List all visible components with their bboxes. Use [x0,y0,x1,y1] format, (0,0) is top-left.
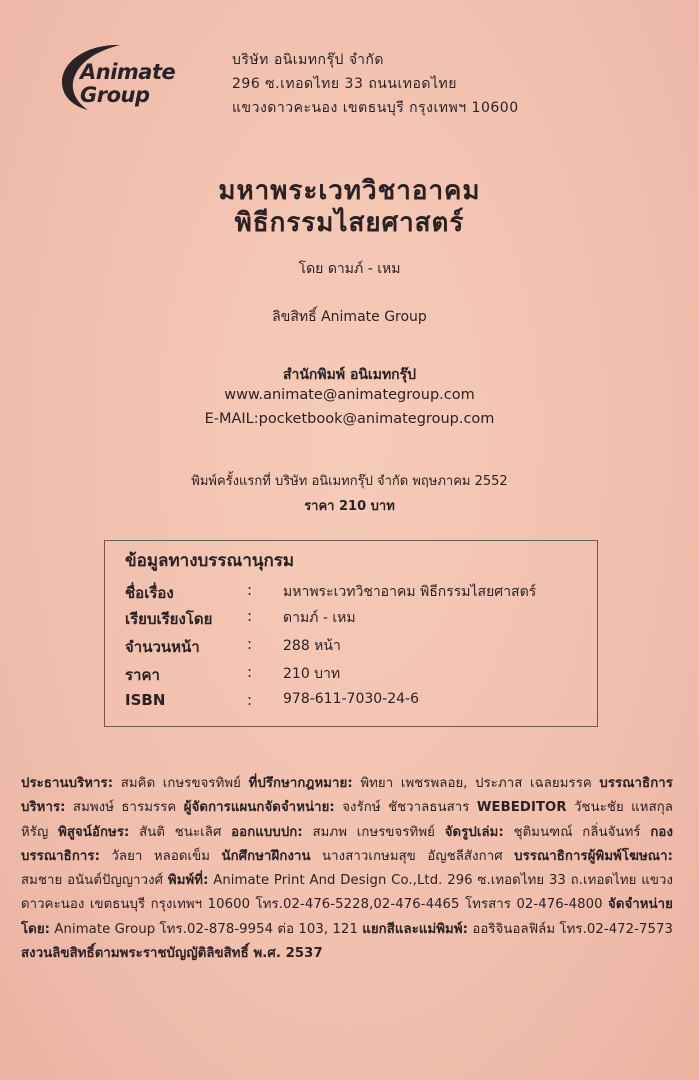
logo-text-group: Group [80,83,150,107]
catalog-key: จำนวนหน้า [125,638,200,656]
credit-label: ที่ปรึกษากฎหมาย: [248,776,353,791]
credit-label: นักศึกษาฝึกงาน [221,848,311,864]
website-text: www.animate@animategroup.com [224,387,475,403]
credit-text: สมภพ เกษรขจรทิพย์ [302,824,445,840]
credit-label: WEBEDITOR [476,800,567,816]
credit-label: จัดรูปเล่ม: [444,824,504,840]
imprint-name: สำนักพิมพ์ อนิเมทกรุ๊ป [282,367,417,383]
catalog-sep: : [247,635,253,653]
credit-text: สันติ ชนะเลิศ [129,824,232,840]
address-line: แขวงดาวคะนอง เขตธนบุรี กรุงเทพฯ 10600 [232,100,519,116]
catalog-key: ISBN [125,691,166,709]
credit-text: Animate Print And Design Co.,Ltd. 296 ซ.เทอดไทย 33 ถ.เทอดไทย แขวงดาวคะนอง เขตธนบุรี กรุงเทพฯ 10600 โทร.02-476-5228,02-476-4465 โทรสาร 02-476-4800 [21,873,673,913]
copyright-line: ลิขสิทธิ์ Animate Group [272,309,427,325]
price-line: ราคา 210 บาท [304,499,395,514]
credits-paragraph [21,772,673,966]
catalog-value: มหาพระเวทวิชาอาคม พิธีกรรมไสยศาสตร์ [283,584,537,600]
animate-group-logo [58,40,198,115]
credit-text: นางสาวเกษมสุข อัญชลีสังกาศ [310,848,515,864]
credit-label: ออกแบบปก: [231,824,303,840]
book-title-line1: มหาพระเวทวิชาอาคม [218,176,481,206]
book-title-line2: พิธีกรรมไสยศาสตร์ [234,208,465,238]
credit-label: กองบรรณาธิการ: [21,824,673,864]
catalog-key: เรียบเรียงโดย [125,610,213,628]
credit-text: สมคิด เกษรขจรทิพย์ [113,776,249,791]
logo-text-animate: Animate [80,60,176,84]
catalog-value: 210 บาท [283,666,341,682]
first-print-line: พิมพ์ครั้งแรกที่ บริษัท อนิเมทกรุ๊ป จำกัด พฤษภาคม 2552 [191,474,508,489]
credit-label: บรรณาธิการบริหาร: [21,776,673,816]
catalog-heading: ข้อมูลทางบรรณานุกรม [125,551,295,571]
credit-label: ประธานบริหาร: [21,776,114,791]
credit-text: สมชาย อนันต์ปัญญาวงศ์ [21,873,168,889]
author-line: โดย ดามภ์ - เหม [298,261,401,277]
catalog-sep: : [247,663,253,681]
credit-label: พิสูจน์อักษร: [58,824,130,840]
publisher-address [232,48,519,120]
catalog-sep: : [247,691,253,709]
credit-text: วัชนะชัย แหสกุลหิรัญ [21,800,673,840]
address-line: 296 ซ.เทอดไทย 33 ถนนเทอดไทย [232,76,457,92]
email-text: E-MAIL:pocketbook@animategroup.com [204,411,495,427]
address-line: บริษัท อนิเมทกรุ๊ป จำกัด [232,52,384,68]
credit-label: จัดจำหน่ายโดย: [21,897,673,937]
catalog-key: ชื่อเรื่อง [125,584,174,602]
catalog-value: ดามภ์ - เหม [283,610,356,626]
credit-label: บรรณาธิการผู้พิมพ์โฆษณา: [514,848,673,864]
catalog-value: 288 หน้า [283,638,341,654]
credit-text: ชุติมนฑณ์ กลิ่นจันทร์ [503,824,651,840]
catalog-sep: : [247,607,253,625]
catalog-sep: : [247,581,253,599]
credit-text: Animate Group โทร.02-878-9954 ต่อ 103, 121 [50,921,363,937]
credit-text: พิทยา เพชรพลอย, ประภาส เฉลยมรรค [352,776,600,791]
catalog-value: 978-611-7030-24-6 [283,691,420,707]
credit-text: สมพงษ์ ธารมรรค [65,800,184,816]
catalog-info-box [104,540,598,727]
credit-label: สงวนลิขสิทธิ์ตามพระราชบัญญัติลิขสิทธิ์ พ.ศ. 2537 [21,946,323,962]
credit-text: วัลยา หลอดเข็ม [99,848,222,864]
credit-text: จงรักษ์ ชัชวาลธนสาร [334,800,477,816]
credit-text: ออริจินอลฟิล์ม โทร.02-472-7573 [468,921,673,937]
catalog-key: ราคา [125,666,160,684]
credit-label: ผู้จัดการแผนกจัดจำหน่าย: [183,800,335,816]
credit-label: แยกสีและแม่พิมพ์: [362,921,469,937]
credit-label: พิมพ์ที่: [167,873,209,889]
